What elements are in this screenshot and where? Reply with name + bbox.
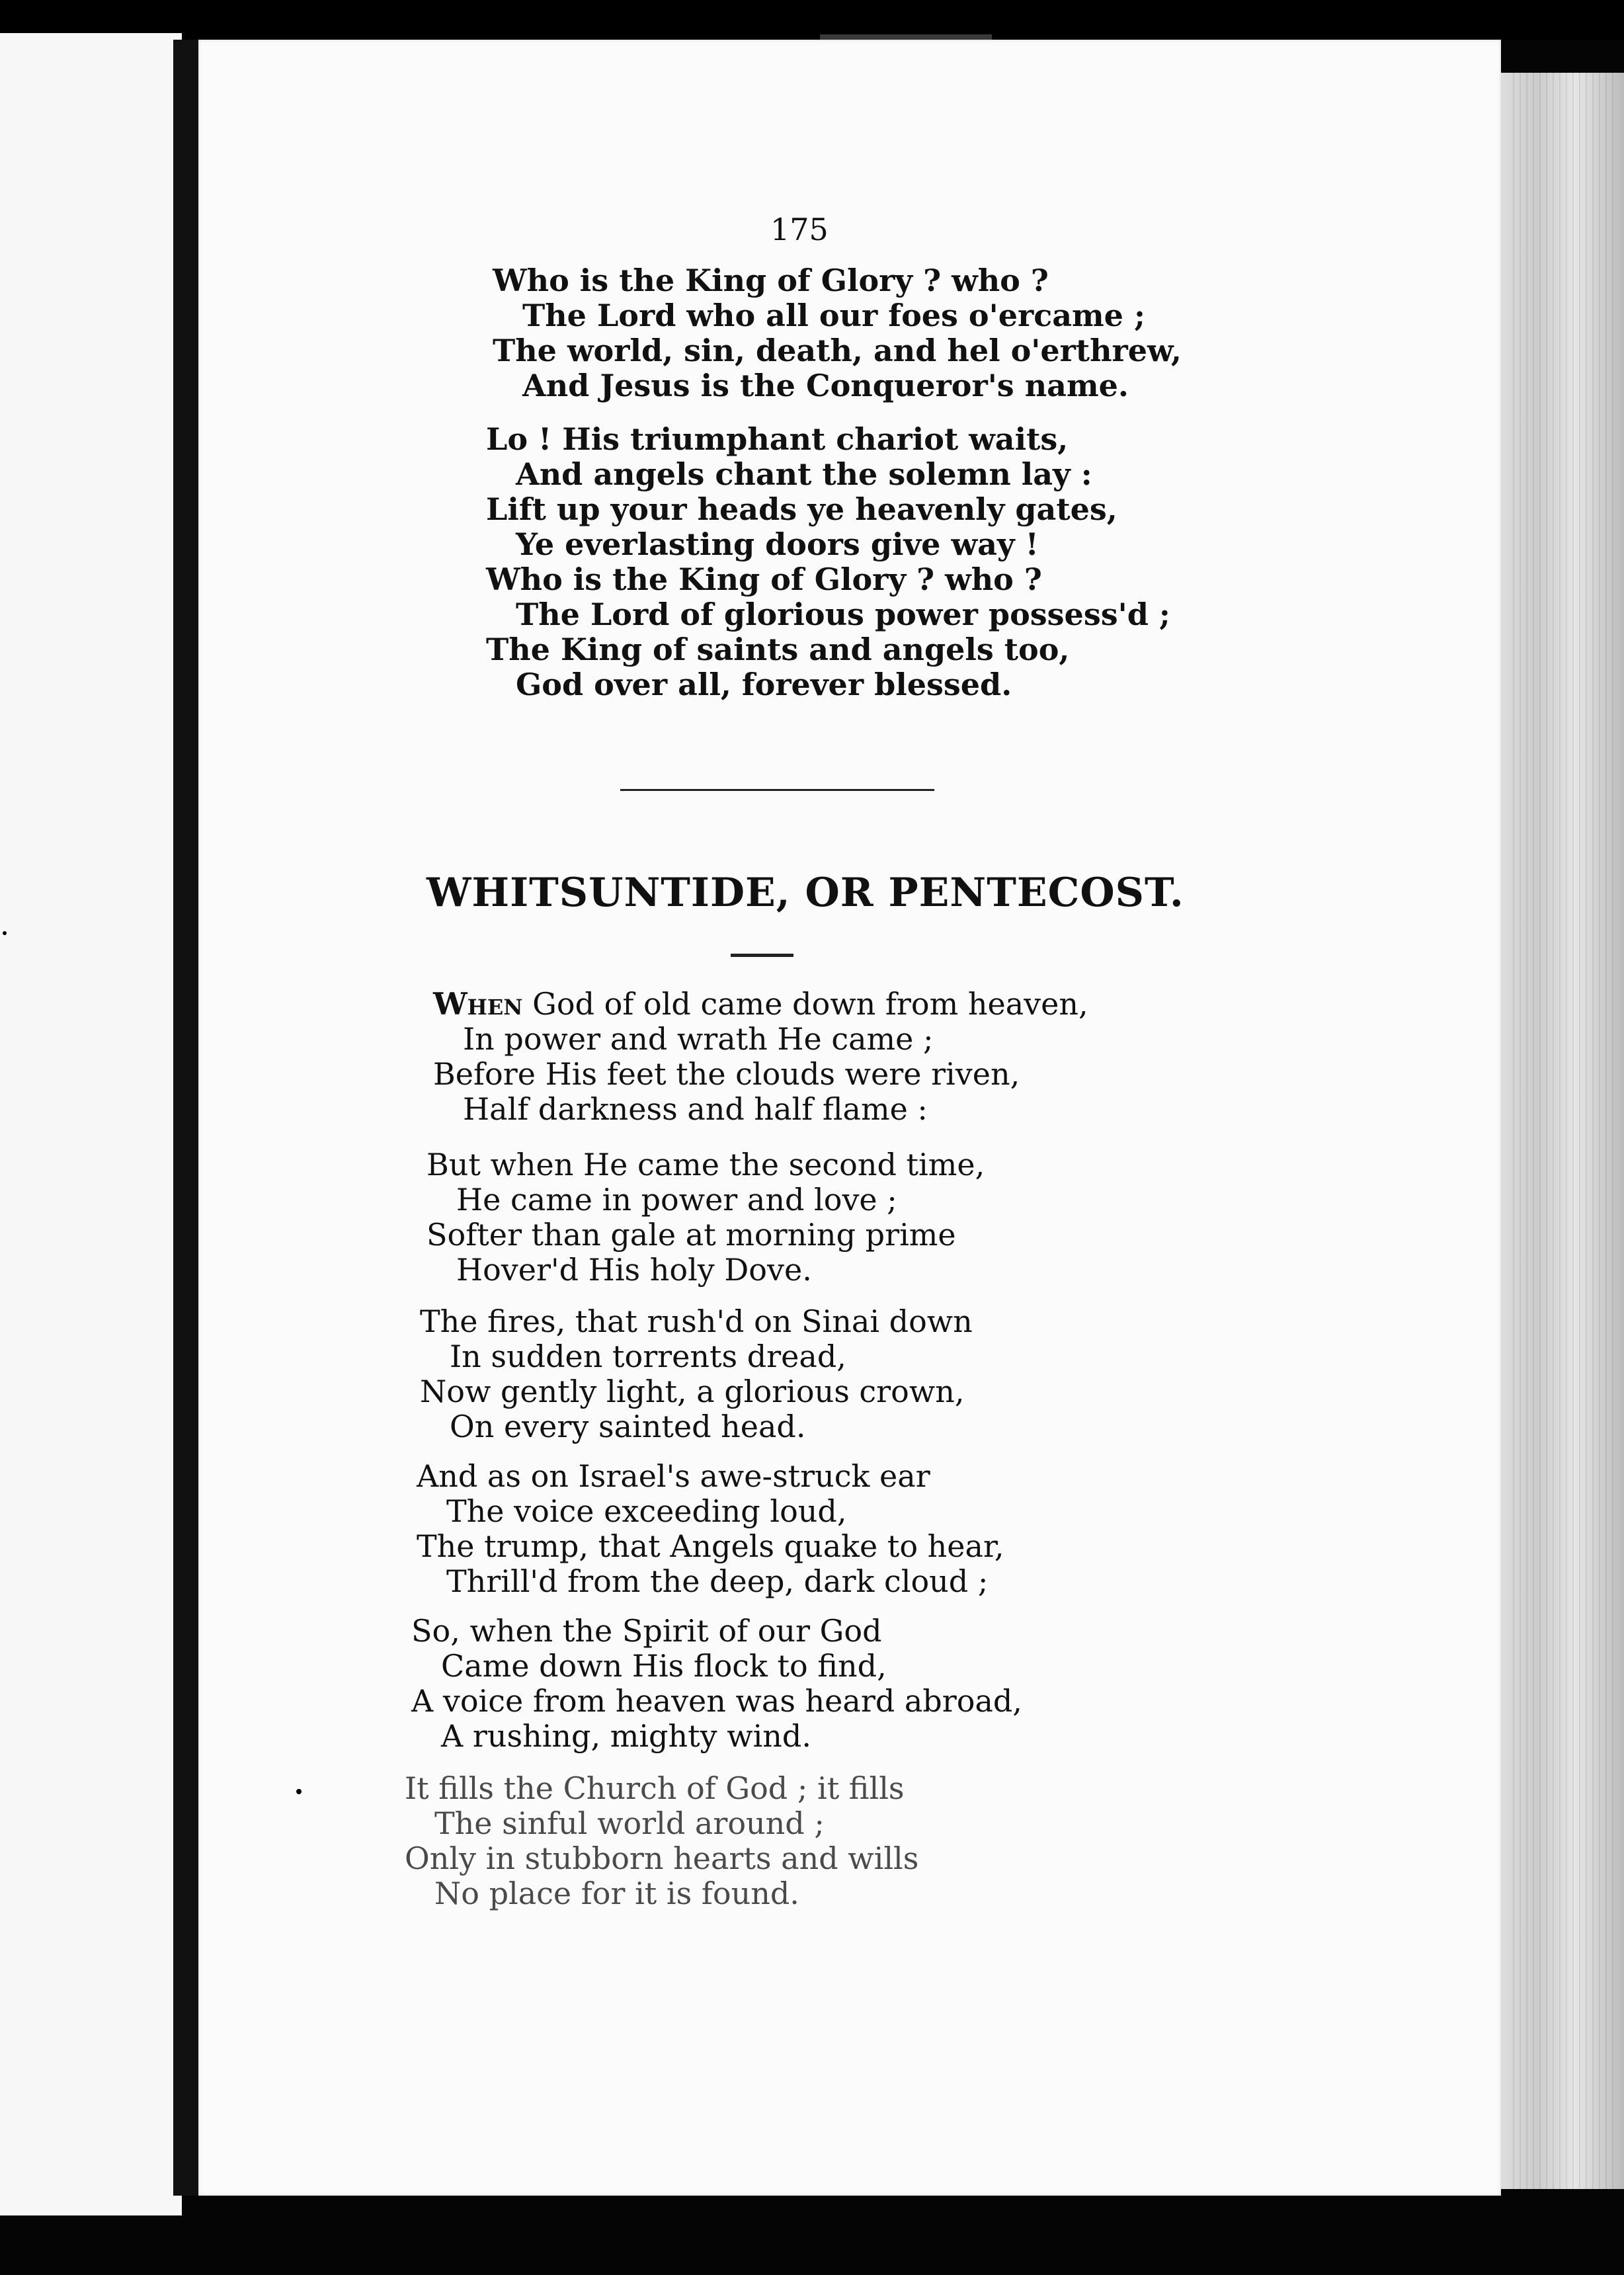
verse-line: So, when the Spirit of our God: [411, 1613, 882, 1649]
verse-line: Thrill'd from the deep, dark cloud ;: [446, 1563, 989, 1599]
drop-word: When: [433, 986, 523, 1022]
stanza-top-2: [486, 422, 1170, 702]
verse-line: And Jesus is the Conqueror's name.: [522, 368, 1129, 403]
verse-line: The voice exceeding loud,: [446, 1493, 847, 1529]
verse-line: Now gently light, a glorious crown,: [420, 1374, 965, 1409]
stanza-main-6: [405, 1771, 918, 1911]
verse-line: It fills the Church of God ; it fills: [405, 1770, 905, 1806]
verse-line: In sudden torrents dread,: [450, 1339, 846, 1374]
verse-line: [433, 987, 1088, 1022]
verse-line: Half darkness and half flame :: [463, 1091, 928, 1127]
verse-line: Came down His flock to find,: [441, 1648, 887, 1684]
scan-border-top: [0, 0, 1624, 40]
verse-line: Only in stubborn hearts and wills: [405, 1841, 919, 1876]
verse-line-rest: God of old came down from heaven,: [522, 986, 1088, 1022]
stanza-main-2: [426, 1147, 985, 1288]
stanza-top-1: [493, 263, 1182, 403]
verse-line: The sinful world around ;: [434, 1805, 825, 1841]
verse-line: The Lord of glorious power possess'd ;: [516, 597, 1170, 632]
verse-line: Hover'd His holy Dove.: [456, 1252, 812, 1288]
scan-speck: [296, 1789, 302, 1794]
verse-line: No place for it is found.: [434, 1876, 799, 1911]
verse-line: Softer than gale at morning prime: [426, 1217, 956, 1253]
verse-line: The fires, that rush'd on Sinai down: [420, 1303, 973, 1339]
verse-line: Ye everlasting doors give way !: [516, 526, 1039, 562]
verse-line: Who is the King of Glory ? who ?: [493, 263, 1049, 298]
verse-line: He came in power and love ;: [456, 1182, 897, 1218]
stanza-main-1: [433, 987, 1088, 1127]
verse-line: The Lord who all our foes o'ercame ;: [522, 298, 1145, 333]
page-number: 175: [770, 212, 829, 247]
verse-line: Lo ! His triumphant chariot waits,: [486, 421, 1069, 457]
verse-line: And as on Israel's awe-struck ear: [417, 1458, 930, 1494]
verse-line: But when He came the second time,: [426, 1147, 985, 1182]
stanza-main-4: [417, 1459, 1004, 1599]
verse-line: Before His feet the clouds were riven,: [433, 1056, 1020, 1092]
verse-line: A rushing, mighty wind.: [441, 1718, 811, 1754]
verse-line: Lift up your heads ye heavenly gates,: [486, 491, 1117, 527]
verse-line: A voice from heaven was heard abroad,: [411, 1683, 1022, 1719]
verse-line: In power and wrath He came ;: [463, 1021, 934, 1057]
stanza-main-3: [420, 1304, 973, 1444]
section-title: WHITSUNTIDE, OR PENTECOST.: [426, 870, 1184, 916]
page-stack-lines: [1508, 73, 1613, 2189]
scan-speck: [3, 931, 7, 935]
verse-line: On every sainted head.: [450, 1409, 806, 1444]
facing-page-edge: [0, 33, 182, 2215]
verse-line: And angels chant the solemn lay :: [516, 456, 1092, 492]
verse-line: God over all, forever blessed.: [516, 667, 1012, 702]
stanza-main-5: [411, 1614, 1022, 1754]
title-underline: [731, 954, 793, 957]
verse-line: The King of saints and angels too,: [486, 632, 1070, 667]
book-gutter: [173, 40, 200, 2196]
verse-line: Who is the King of Glory ? who ?: [486, 561, 1042, 597]
section-divider: [620, 789, 934, 791]
verse-line: The trump, that Angels quake to hear,: [417, 1528, 1004, 1564]
verse-line: The world, sin, death, and hel o'erthrew,: [493, 333, 1182, 368]
